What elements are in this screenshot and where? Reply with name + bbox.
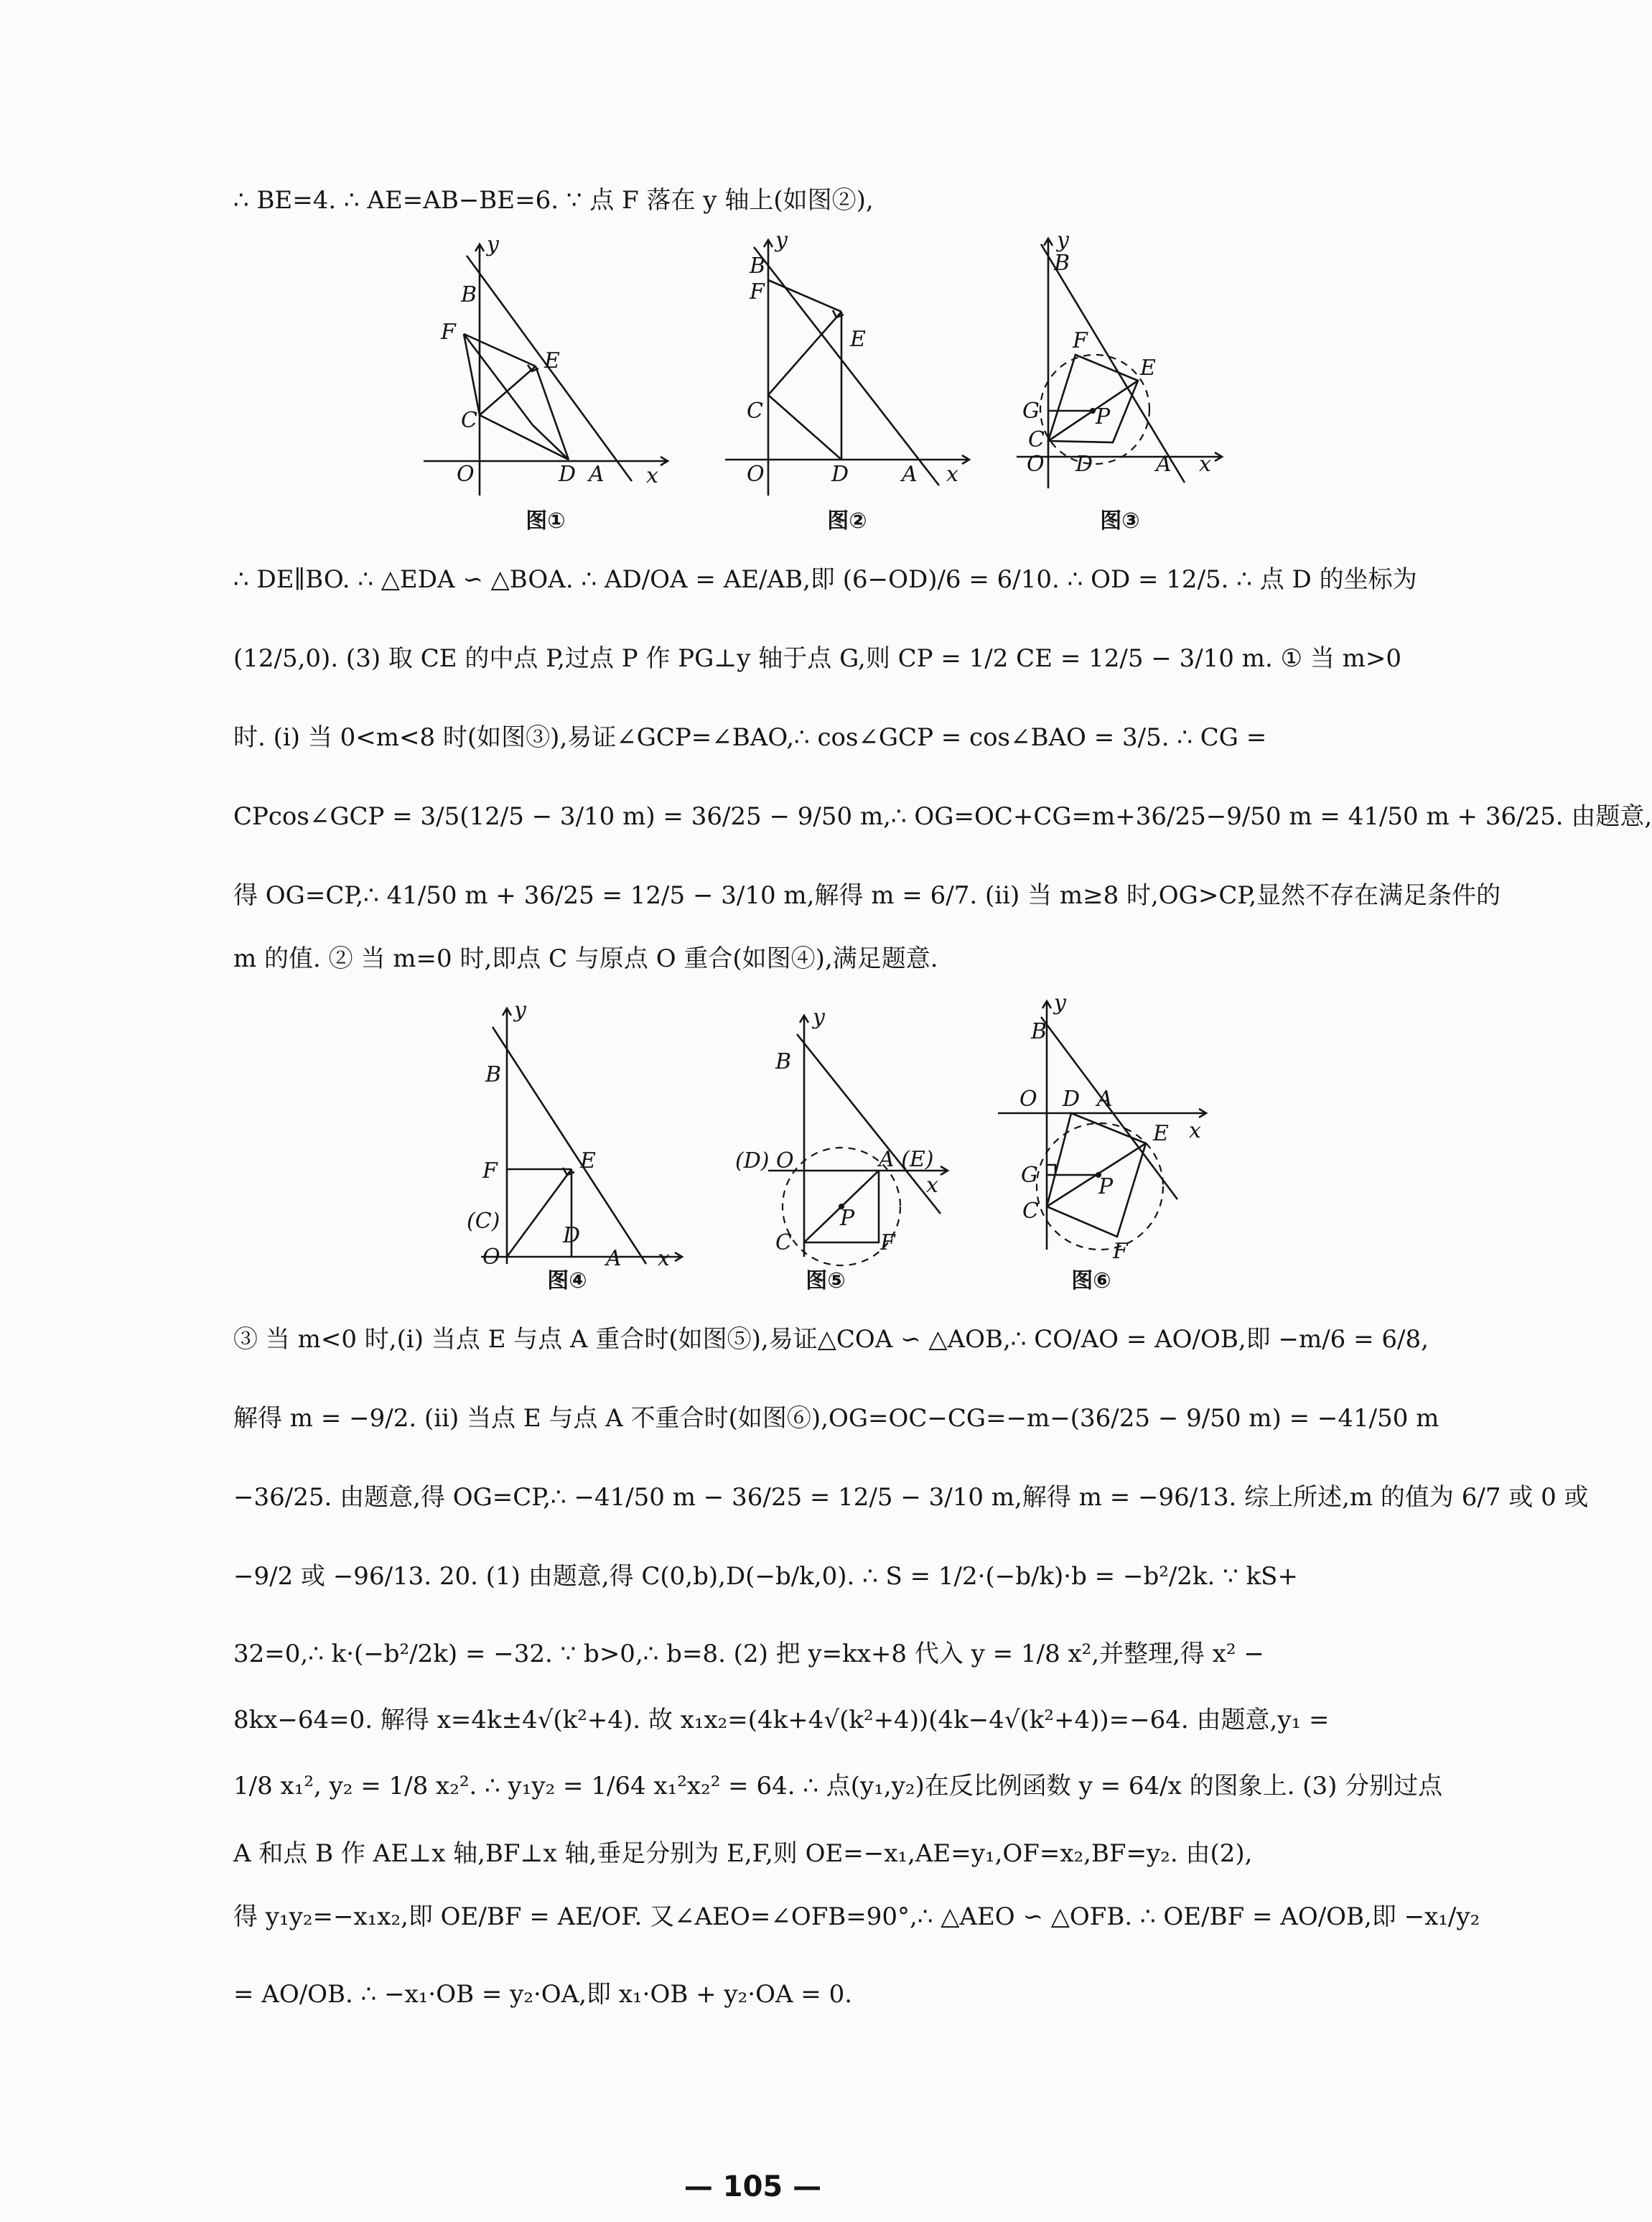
fig4-label-c: (C)	[467, 1209, 500, 1234]
fig2-label-d: D	[831, 462, 849, 487]
fig5-label-b: B	[775, 1049, 792, 1074]
caption-fig3: 图③	[1100, 508, 1140, 534]
fig4-label-o: O	[482, 1245, 500, 1270]
fig6-label-e: E	[1153, 1121, 1169, 1146]
fig1-label-o: O	[457, 462, 475, 487]
text-line-8: ③ 当 m<0 时,(i) 当点 E 与点 A 重合时(如图⑤),易证△COA ∽ △AOB,∴ CO/AO = AO/OB,即 −m/6 = 6/8,	[233, 1325, 1429, 1354]
fig3-label-o: O	[1027, 452, 1045, 477]
fig1-label-d: D	[559, 462, 577, 487]
fig2-label-o: O	[747, 462, 765, 487]
fig4-label-a: A	[606, 1246, 622, 1271]
fig6-label-g: G	[1021, 1163, 1038, 1188]
fig6-label-a: A	[1097, 1087, 1113, 1112]
fig6-label-b: B	[1031, 1019, 1047, 1044]
fig3-label-x: x	[1199, 452, 1211, 477]
figure-6	[991, 991, 1228, 1264]
fig1-label-c: C	[461, 408, 477, 433]
caption-fig4: 图④	[547, 1268, 587, 1293]
figure-4-diagram	[445, 998, 689, 1271]
text-line-11: −9/2 或 −96/13. 20. (1) 由题意,得 C(0,b),D(−b/k,0). ∴ S = 1/2·(−b/k)·b = −b²/2k. ∵ kS+	[233, 1562, 1298, 1591]
page-number: — 105 —	[683, 2170, 822, 2203]
text-line-1: ∴ BE=4. ∴ AE=AB−BE=6. ∵ 点 F 落在 y 轴上(如图②),	[233, 186, 874, 215]
caption-fig2: 图②	[827, 508, 867, 534]
figure-1-diagram	[416, 230, 675, 503]
figure-5	[725, 1005, 969, 1264]
fig2-label-x: x	[946, 462, 958, 487]
fig6-label-p: P	[1098, 1174, 1114, 1199]
fig3-label-c: C	[1028, 427, 1045, 452]
text-line-13: 8kx−64=0. 解得 x=4k±4√(k²+4). 故 x₁x₂=(4k+4√(k²+4))(4k−4√(k²+4))=−64. 由题意,y₁ =	[233, 1706, 1330, 1734]
fig6-label-y: y	[1054, 990, 1066, 1015]
fig1-label-f: F	[441, 320, 456, 345]
fig6-label-d: D	[1063, 1087, 1081, 1112]
fig1-label-e: E	[544, 348, 560, 373]
caption-fig5: 图⑤	[806, 1268, 846, 1293]
text-line-17: = AO/OB. ∴ −x₁·OB = y₂·OA,即 x₁·OB + y₂·OA = 0.	[233, 1980, 853, 2009]
text-line-2: ∴ DE∥BO. ∴ △EDA ∽ △BOA. ∴ AD/OA = AE/AB,即 (6−OD)/6 = 6/10. ∴ OD = 12/5. ∴ 点 D 的坐标为	[233, 565, 1417, 594]
fig6-label-f: F	[1113, 1239, 1128, 1264]
fig3-label-d: D	[1075, 452, 1093, 477]
fig4-label-x: x	[658, 1246, 670, 1271]
text-line-15: A 和点 B 作 AE⊥x 轴,BF⊥x 轴,垂足分别为 E,F,则 OE=−x₁,AE=y₁,OF=x₂,BF=y₂. 由(2),	[233, 1839, 1253, 1868]
fig2-label-a: A	[902, 462, 918, 487]
fig3-label-e: E	[1140, 355, 1156, 381]
text-line-7: m 的值. ② 当 m=0 时,即点 C 与原点 O 重合(如图④),满足题意.	[233, 944, 938, 973]
text-line-4: 时. (i) 当 0<m<8 时(如图③),易证∠GCP=∠BAO,∴ cos∠GCP = cos∠BAO = 3/5. ∴ CG =	[233, 723, 1267, 752]
fig2-label-e: E	[850, 327, 866, 352]
fig3-label-b: B	[1054, 251, 1070, 276]
fig1-label-x: x	[646, 463, 658, 488]
fig3-label-g: G	[1022, 399, 1040, 424]
fig2-label-c: C	[747, 399, 763, 424]
figure-3	[1012, 230, 1228, 503]
fig5-label-x: x	[926, 1173, 938, 1198]
text-line-3: (12/5,0). (3) 取 CE 的中点 P,过点 P 作 PG⊥y 轴于点 G,则 CP = 1/2 CE = 12/5 − 3/10 m. ① 当 m>0	[233, 644, 1402, 673]
figure-2-diagram	[718, 230, 976, 503]
fig6-label-o: O	[1019, 1087, 1037, 1112]
fig3-label-a: A	[1156, 452, 1172, 477]
fig6-label-c: C	[1022, 1199, 1039, 1224]
figure-5-diagram	[725, 1005, 969, 1264]
fig2-label-b: B	[750, 254, 766, 279]
text-line-5: CPcos∠GCP = 3/5(12/5 − 3/10 m) = 36/25 − 9/50 m,∴ OG=OC+CG=m+36/25−9/50 m = 41/50 m + 36/25. 由题意,	[233, 802, 1652, 831]
fig5-label-do: (D) O	[735, 1148, 794, 1173]
fig4-label-y: y	[514, 998, 526, 1023]
fig3-label-y: y	[1057, 228, 1069, 253]
fig5-label-f: F	[880, 1230, 895, 1255]
fig4-label-b: B	[485, 1062, 502, 1087]
fig6-label-x: x	[1189, 1118, 1201, 1143]
fig4-label-e: E	[580, 1148, 596, 1173]
fig2-label-y: y	[775, 228, 788, 253]
figure-1	[416, 230, 675, 503]
text-line-9: 解得 m = −9/2. (ii) 当点 E 与点 A 不重合时(如图⑥),OG=OC−CG=−m−(36/25 − 9/50 m) = −41/50 m	[233, 1404, 1439, 1433]
fig1-label-b: B	[461, 282, 477, 307]
fig5-label-c: C	[775, 1230, 792, 1255]
caption-fig1: 图①	[526, 508, 566, 534]
figure-2	[718, 230, 976, 503]
text-line-16: 得 y₁y₂=−x₁x₂,即 OE/BF = AE/OF. 又∠AEO=∠OFB=90°,∴ △AEO ∽ △OFB. ∴ OE/BF = AO/OB,即 −x₁/y₂	[233, 1902, 1480, 1931]
fig4-label-d: D	[563, 1223, 581, 1248]
fig3-label-f: F	[1073, 328, 1088, 353]
text-line-10: −36/25. 由题意,得 OG=CP,∴ −41/50 m − 36/25 = 12/5 − 3/10 m,解得 m = −96/13. 综上所述,m 的值为 6/7 或 0 或	[233, 1483, 1589, 1512]
fig5-label-p: P	[840, 1206, 855, 1231]
figure-3-diagram	[1012, 230, 1228, 503]
fig4-label-f: F	[482, 1158, 498, 1184]
caption-fig6: 图⑥	[1071, 1268, 1111, 1293]
fig5-label-y: y	[813, 1005, 825, 1030]
text-line-6: 得 OG=CP,∴ 41/50 m + 36/25 = 12/5 − 3/10 m,解得 m = 6/7. (ii) 当 m≥8 时,OG>CP,显然不存在满足条件的	[233, 881, 1501, 910]
text-line-14: 1/8 x₁², y₂ = 1/8 x₂². ∴ y₁y₂ = 1/64 x₁²x₂² = 64. ∴ 点(y₁,y₂)在反比例函数 y = 64/x 的图象上. (3) 分别过点	[233, 1772, 1443, 1800]
fig1-label-y: y	[487, 232, 499, 257]
text-line-12: 32=0,∴ k·(−b²/2k) = −32. ∵ b>0,∴ b=8. (2) 把 y=kx+8 代入 y = 1/8 x²,并整理,得 x² −	[233, 1640, 1264, 1668]
figure-4	[445, 998, 689, 1271]
fig5-label-ae: A (E)	[879, 1147, 934, 1172]
fig3-label-p: P	[1096, 404, 1111, 429]
fig2-label-f: F	[750, 279, 765, 305]
fig1-label-a: A	[589, 462, 605, 487]
figure-6-diagram	[991, 991, 1228, 1264]
